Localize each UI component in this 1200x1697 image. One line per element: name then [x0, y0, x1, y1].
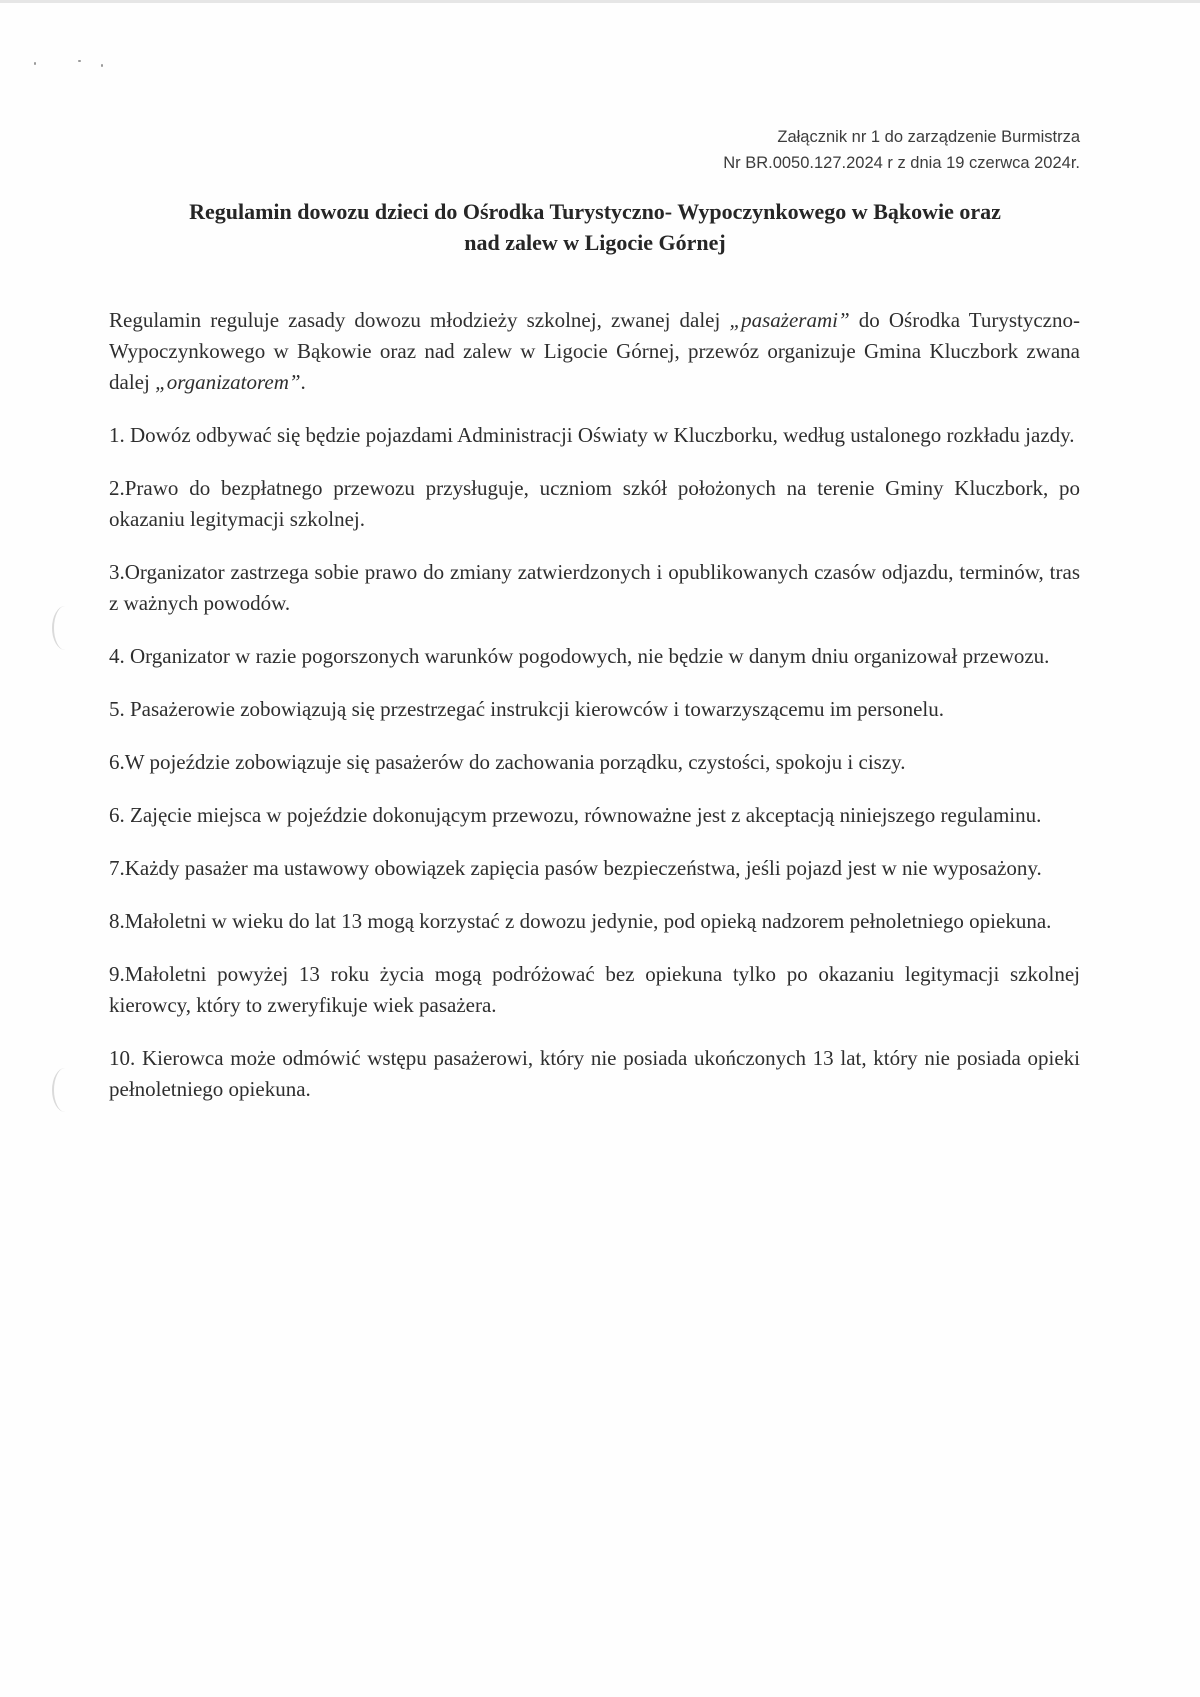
- intro-text: .: [300, 370, 306, 394]
- document-title: [110, 196, 1080, 258]
- attachment-line: Załącznik nr 1 do zarządzenie Burmistrza: [777, 128, 1080, 146]
- intro-term: „pasażerami”: [729, 308, 850, 332]
- scan-edge: [0, 0, 1200, 3]
- attachment-line: Nr BR.0050.127.2024 r z dnia 19 czerwca 2024r.: [723, 154, 1080, 172]
- rule-paragraph: 6. Zajęcie miejsca w pojeździe dokonującym przewozu, równoważne jest z akceptacją niniejszego regulaminu.: [109, 803, 1042, 827]
- rule-paragraph: 1. Dowóz odbywać się będzie pojazdami Administracji Oświaty w Kluczborku, według ustalonego rozkładu jazdy.: [109, 423, 1075, 447]
- attachment-note: [520, 124, 1080, 176]
- rule-paragraph: 5. Pasażerowie zobowiązują się przestrzegać instrukcji kierowców i towarzyszącemu im personelu.: [109, 697, 945, 721]
- intro-paragraph: [109, 305, 1080, 398]
- rule-paragraph: 3.Organizator zastrzega sobie prawo do zmiany zatwierdzonych i opublikowanych czasów odjazdu, terminów, tras z ważnych powodów.: [109, 560, 1080, 615]
- intro-term: „organizatorem”: [155, 370, 301, 394]
- scan-speck: [34, 62, 36, 65]
- rule-paragraph: 10. Kierowca może odmówić wstępu pasażerowi, który nie posiada ukończonych 13 lat, który nie posiada opieki pełnoletniego opiekuna.: [109, 1046, 1080, 1101]
- rule-paragraph: 7.Każdy pasażer ma ustawowy obowiązek zapięcia pasów bezpieczeństwa, jeśli pojazd jest w nie wyposażony.: [109, 856, 1042, 880]
- title-line: Regulamin dowozu dzieci do Ośrodka Turystyczno- Wypoczynkowego w Bąkowie oraz: [189, 199, 1001, 224]
- document-body: [109, 305, 1080, 1127]
- scan-margin-mark: [52, 1068, 78, 1112]
- intro-text: do Ośrodka Turystyczno- Wypoczynkowego w Bąkowie oraz nad zalew w Ligocie Górnej, przewóz organizuje Gmina Kluczbork zwana dalej: [109, 308, 1080, 394]
- title-line: nad zalew w Ligocie Górnej: [464, 230, 726, 255]
- scan-margin-mark: [52, 606, 78, 650]
- rule-paragraph: 4. Organizator w razie pogorszonych warunków pogodowych, nie będzie w danym dniu organizował przewozu.: [109, 644, 1050, 668]
- rule-paragraph: 6.W pojeździe zobowiązuje się pasażerów do zachowania porządku, czystości, spokoju i ciszy.: [109, 750, 906, 774]
- rule-paragraph: 2.Prawo do bezpłatnego przewozu przysługuje, uczniom szkół położonych na terenie Gminy Kluczbork, po okazaniu legitymacji szkolnej.: [109, 476, 1080, 531]
- rule-paragraph: 8.Małoletni w wieku do lat 13 mogą korzystać z dowozu jedynie, pod opieką nadzorem pełnoletniego opiekuna.: [109, 909, 1052, 933]
- rule-paragraph: 9.Małoletni powyżej 13 roku życia mogą podróżować bez opiekuna tylko po okazaniu legitymacji szkolnej kierowcy, który to zweryfikuje wiek pasażera.: [109, 962, 1080, 1017]
- intro-text: Regulamin reguluje zasady dowozu młodzieży szkolnej, zwanej dalej: [109, 308, 730, 332]
- scan-speck: [101, 64, 103, 67]
- scan-speck: [78, 60, 81, 62]
